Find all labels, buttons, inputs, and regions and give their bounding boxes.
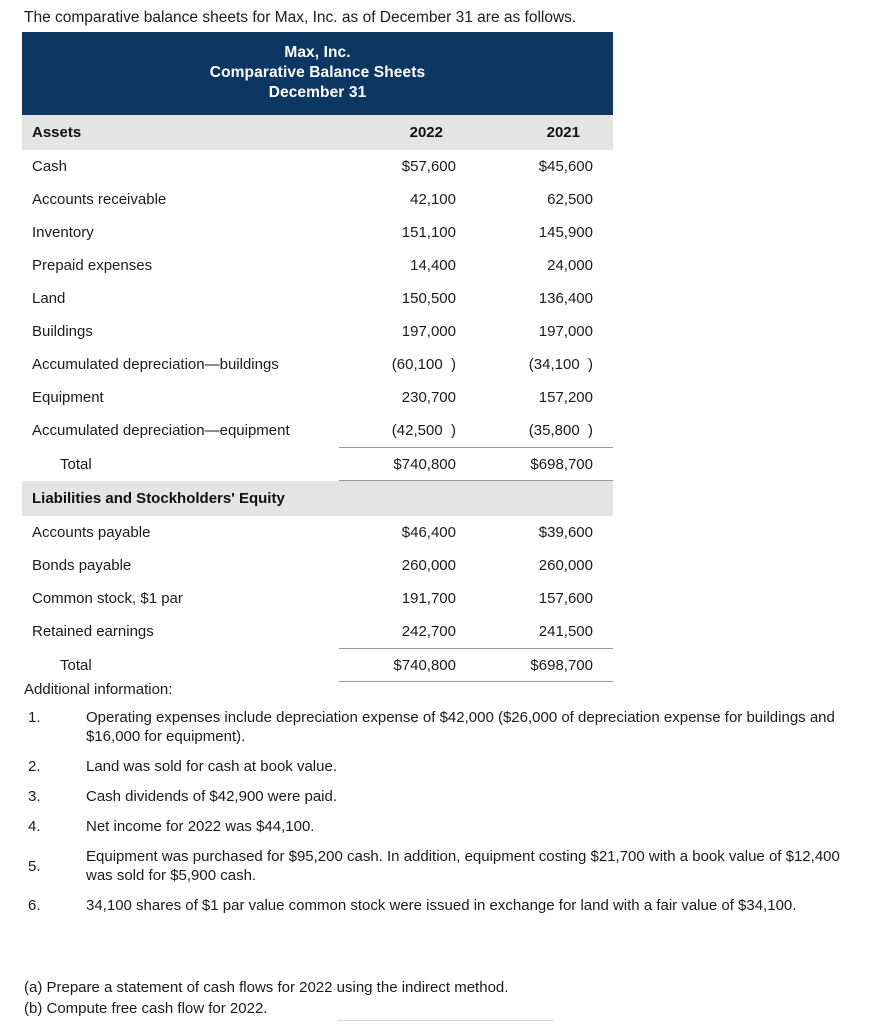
list-item-text: Cash dividends of $42,900 were paid. (86, 788, 338, 805)
row-value-2021: $39,600 (476, 516, 613, 549)
liabilities-section-label: Liabilities and Stockholders' Equity (22, 481, 613, 517)
row-label: Cash (22, 150, 339, 183)
bottom-divider (338, 1020, 554, 1021)
list-item-text: Operating expenses include depreciation expense of $42,000 ($26,000 of depreciation expense for buildings and $16,000 for equipment). (86, 709, 835, 745)
row-value-2022: 260,000 (339, 549, 476, 582)
table-row (22, 315, 613, 348)
row-value-2022: 151,100 (339, 216, 476, 249)
list-item (24, 817, 854, 836)
sheet-body (22, 32, 613, 682)
row-label: Buildings (22, 315, 339, 348)
row-value-2022: $46,400 (339, 516, 476, 549)
row-label: Equipment (22, 381, 339, 414)
row-value-2021: 62,500 (476, 183, 613, 216)
row-label: Retained earnings (22, 615, 339, 649)
intro-text: The comparative balance sheets for Max, Inc. as of December 31 are as follows. (24, 9, 577, 26)
list-item (24, 847, 854, 885)
row-label: Prepaid expenses (22, 249, 339, 282)
row-value-2022: 14,400 (339, 249, 476, 282)
liabilities-section-row (22, 481, 613, 517)
list-item-number: 3. (28, 788, 41, 805)
liabilities-total-row (22, 649, 613, 682)
row-value-2021: 136,400 (476, 282, 613, 315)
list-item-number: 1. (28, 709, 41, 726)
list-item-text: 34,100 shares of $1 par value common stock were issued in exchange for land with a fair value of $34,100. (86, 897, 797, 914)
row-value-2021: 24,000 (476, 249, 613, 282)
company-name: Max, Inc. (284, 44, 351, 61)
list-item-text: Land was sold for cash at book value. (86, 758, 337, 775)
row-value-2021: $45,600 (476, 150, 613, 183)
row-value-2022: 197,000 (339, 315, 476, 348)
row-label: Accounts receivable (22, 183, 339, 216)
statement-name: Comparative Balance Sheets (209, 64, 426, 81)
table-row (22, 150, 613, 183)
row-value-2022: $740,800 (339, 649, 476, 682)
additional-information-title: Additional information: (24, 681, 173, 698)
table-title-band (22, 32, 613, 115)
row-value-2022: (42,500 ) (339, 414, 476, 448)
question-a: (a) Prepare a statement of cash flows for 2022 using the indirect method. (24, 979, 509, 996)
table-title-cell (22, 32, 613, 115)
table-row (22, 615, 613, 649)
row-value-2021: $698,700 (476, 448, 613, 481)
row-value-2021: 157,200 (476, 381, 613, 414)
row-value-2022: 191,700 (339, 582, 476, 615)
row-value-2022: (60,100 ) (339, 348, 476, 381)
list-item-text: Net income for 2022 was $44,100. (86, 818, 315, 835)
table-row (22, 282, 613, 315)
row-value-2022: 42,100 (339, 183, 476, 216)
row-label: Common stock, $1 par (22, 582, 339, 615)
row-value-2021: $698,700 (476, 649, 613, 682)
row-value-2021: (35,800 ) (476, 414, 613, 448)
statement-date: December 31 (268, 84, 367, 101)
table-row (22, 249, 613, 282)
row-value-2021: 145,900 (476, 216, 613, 249)
additional-information-list (24, 708, 854, 926)
list-item (24, 708, 854, 746)
row-value-2021: 197,000 (476, 315, 613, 348)
list-item-text: Equipment was purchased for $95,200 cash. In addition, equipment costing $21,700 with a book value of $12,400 was sold for $5,900 cash. (86, 848, 840, 884)
row-value-2022: $57,600 (339, 150, 476, 183)
row-label: Inventory (22, 216, 339, 249)
table-row (22, 516, 613, 549)
questions-block (24, 977, 508, 1019)
row-value-2021: 260,000 (476, 549, 613, 582)
comparative-balance-sheet-table (22, 32, 613, 682)
column-header-2021: 2021 (476, 115, 613, 150)
list-item (24, 787, 854, 806)
assets-header-label: Assets (22, 115, 339, 150)
row-value-2022: $740,800 (339, 448, 476, 481)
table-row (22, 216, 613, 249)
list-item-number: 2. (28, 758, 41, 775)
table-row (22, 549, 613, 582)
row-label: Accumulated depreciation—equipment (22, 414, 339, 448)
row-label: Total (22, 448, 339, 481)
row-value-2021: 241,500 (476, 615, 613, 649)
row-value-2022: 242,700 (339, 615, 476, 649)
row-label: Land (22, 282, 339, 315)
list-item (24, 896, 854, 915)
assets-total-row (22, 448, 613, 481)
row-label: Accounts payable (22, 516, 339, 549)
assets-header-row (22, 115, 613, 150)
list-item (24, 757, 854, 776)
table-row (22, 348, 613, 381)
row-value-2022: 230,700 (339, 381, 476, 414)
row-value-2021: (34,100 ) (476, 348, 613, 381)
list-item-number: 6. (28, 897, 41, 914)
question-b: (b) Compute free cash flow for 2022. (24, 1000, 268, 1017)
row-label: Accumulated depreciation—buildings (22, 348, 339, 381)
row-value-2022: 150,500 (339, 282, 476, 315)
table-row (22, 414, 613, 448)
list-item-number: 5. (28, 857, 41, 875)
row-label: Total (22, 649, 339, 682)
table-row (22, 582, 613, 615)
row-label: Bonds payable (22, 549, 339, 582)
list-item-number: 4. (28, 818, 41, 835)
table-row (22, 183, 613, 216)
row-value-2021: 157,600 (476, 582, 613, 615)
table-row (22, 381, 613, 414)
column-header-2022: 2022 (339, 115, 476, 150)
